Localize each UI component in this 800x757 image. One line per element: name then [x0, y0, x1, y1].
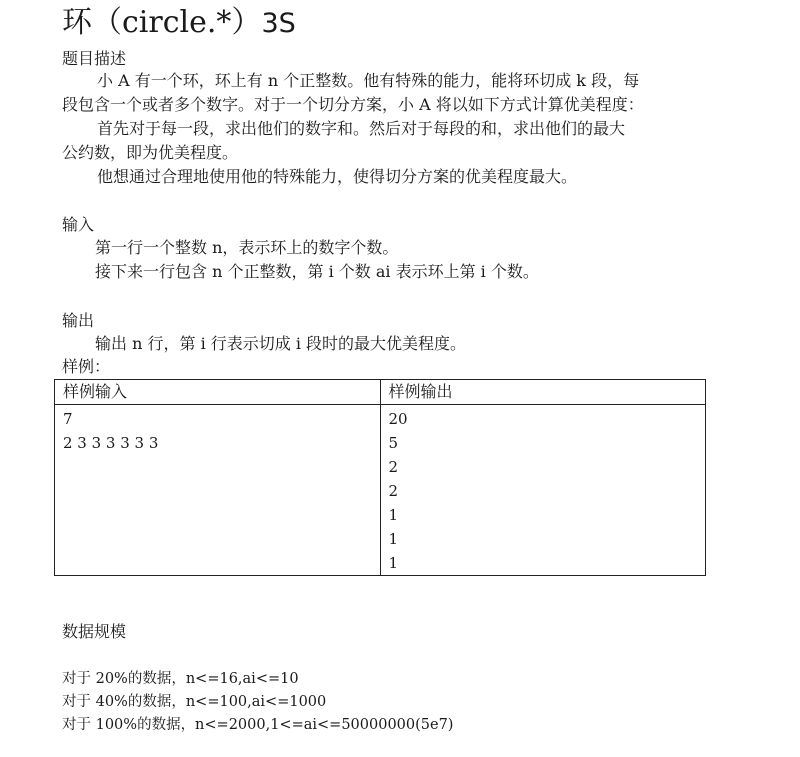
description-line: 公约数，即为优美程度。	[62, 143, 239, 162]
input-heading: 输入	[62, 215, 95, 234]
sample-output-line: 1	[388, 554, 399, 572]
sample-output-line: 2	[388, 482, 399, 500]
sample-output-line: 1	[388, 530, 399, 548]
sample-heading: 样例：	[62, 357, 111, 376]
sample-output-header: 样例输出	[380, 380, 706, 405]
sample-table	[54, 379, 706, 576]
input-line: 第一行一个整数 n，表示环上的数字个数。	[95, 238, 399, 257]
data-scale-line: 对于 40%的数据，n<=100,ai<=1000	[62, 694, 327, 710]
description-line: 小 A 有一个环，环上有 n 个正整数。他有特殊的能力，能将环切成 k 段，每	[97, 71, 640, 90]
description-heading: 题目描述	[62, 49, 127, 68]
sample-output-line: 5	[388, 434, 399, 452]
sample-output-line: 1	[388, 506, 399, 524]
output-heading: 输出	[62, 311, 95, 330]
output-line: 输出 n 行，第 i 行表示切成 i 段时的最大优美程度。	[95, 334, 467, 353]
sample-output-line: 20	[388, 410, 408, 428]
sample-output-cell	[380, 405, 706, 576]
input-line: 接下来一行包含 n 个正整数，第 i 个数 ai 表示环上第 i 个数。	[95, 262, 539, 281]
description-line: 他想通过合理地使用他的特殊能力，使得切分方案的优美程度最大。	[97, 167, 578, 186]
time-limit: 3S	[261, 8, 296, 39]
sample-input-cell	[55, 405, 381, 576]
title-text: 环（circle.*）	[62, 5, 262, 40]
data-scale-line: 对于 100%的数据，n<=2000,1<=ai<=50000000(5e7)	[62, 717, 454, 733]
description-line: 首先对于每一段，求出他们的数字和。然后对于每段的和，求出他们的最大	[97, 119, 626, 138]
data-scale-heading: 数据规模	[62, 622, 127, 641]
sample-input-line: 2 3 3 3 3 3 3	[63, 434, 159, 452]
description-line: 段包含一个或者多个数字。对于一个切分方案，小 A 将以如下方式计算优美程度：	[62, 95, 644, 114]
sample-input-line: 7	[63, 410, 73, 428]
page-title	[62, 4, 296, 43]
data-scale-line: 对于 20%的数据，n<=16,ai<=10	[62, 671, 299, 687]
sample-output-line: 2	[388, 458, 399, 476]
sample-input-header: 样例输入	[55, 380, 381, 405]
